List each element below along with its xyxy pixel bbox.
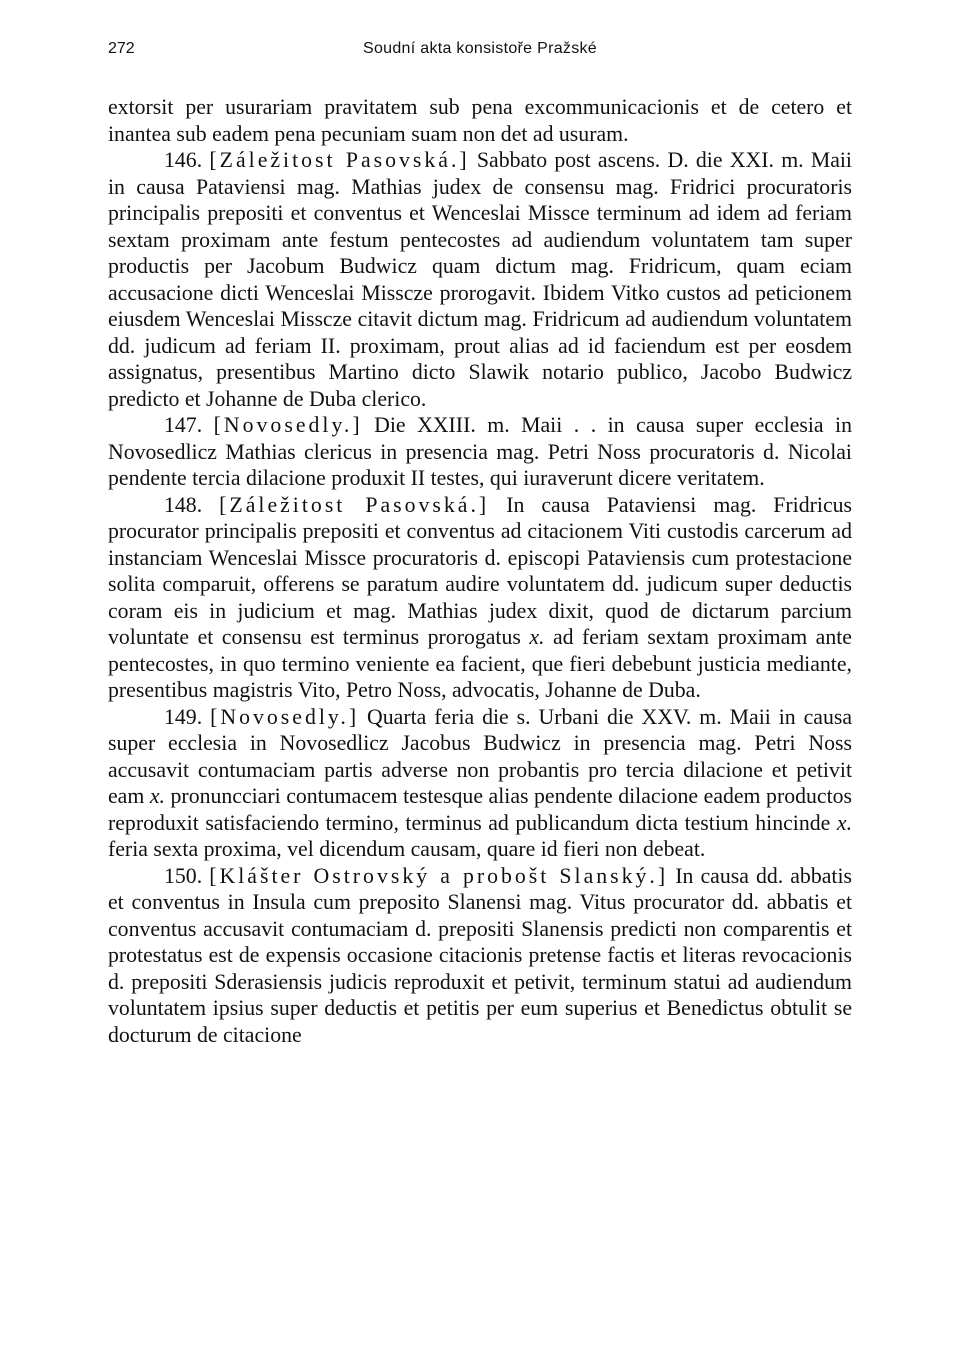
x-mark: x. (529, 625, 545, 649)
entry-number: 150. (164, 863, 203, 888)
entry-body: feria sexta proxima, vel dicendum causam, quare id fieri non debeat. (108, 837, 706, 861)
x-mark: x. (149, 784, 165, 808)
entry-topic: [Záležitost Pasovská.] (219, 492, 490, 517)
running-head (108, 40, 852, 64)
page-number: 272 (108, 40, 135, 57)
entry-number: 147. (164, 413, 203, 437)
running-title: Soudní akta konsistoře Pražské (362, 40, 597, 57)
entry-topic: [Novosedly.] (213, 413, 363, 437)
entry-body: pronuncciari contumacem testesque alias pendente dilacione eadem productos reproduxit satisfaciendo termino, terminus ad publicandum dicta testium hincinde (108, 784, 853, 835)
entry-body: Quarta feria die s. Urbani die XXV. m. Maii in causa super ecclesia in Novosedlicz Jacobus Budwicz in presencia mag. Petri Noss accusavit contumaciam partis adverse non probantis pro tercia dilacione et petivit eam (108, 704, 853, 808)
entry-body: ad feriam sextam proximam ante pentecostes, in quo termino veniente ea facient, que fieri debebunt justicia mediante, presentibus magistris Vito, Petro Noss, advocatis, Johanne de Duba. (108, 625, 852, 702)
entry-topic: [Novosedly.] (210, 704, 360, 729)
entry-topic: [Klášter Ostrovský a probošt Slanský.] (209, 863, 669, 888)
entry-146 (108, 147, 852, 412)
x-mark: x. (836, 810, 853, 835)
entry-150 (108, 863, 852, 1049)
entry-topic: [Záležitost Pasovská.] (209, 148, 470, 172)
entry-body: In causa Pataviensi mag. Fridricus procurator principalis prepositi et conventus ad citacionem Viti custodis carcerum ad instanciam Wenceslai Missce procuratoris d. episcopi Pataviensis cum protestacione solita comparuit, offerens se paratum audire voluntatem dd. judicum super deductis coram eis in judicium et mag. Mathias judex dixit, quod de dictarum parcium voluntate et consensu est terminus prorogatus (108, 492, 853, 649)
entry-148 (108, 492, 852, 704)
entry-body: Sabbato post ascens. D. die XXI. m. Maii in causa Pataviensi mag. Mathias judex de consensu mag. Fridrici procuratoris principalis prepositi et conventus et Wenceslai Missce terminum ad idem ad feriam sextam proximam ante festum pentecostes ad audiendum voluntatem tam super productis per Jacobum Budwicz quam dictum mag. Fridricum, quam eciam accusacione dicti Wenceslai Misscze prorogavit. Ibidem Vitko custos ad peticionem eiusdem Wenceslai Misscze citavit dictum mag. Fridricum ad audiendum voluntatem dd. judicum ad feriam II. proximam, prout alias ad id faciendum est per eosdem assignatus, presentibus Martino dicto Slawik notario publico, Jacobo Budwicz predicto et Johanne de Duba clerico. (108, 148, 852, 411)
entry-body: Die XXIII. m. Maii . . in causa super ecclesia in Novosedlicz Mathias clericus in presencia mag. Petri Noss procuratoris d. Nicolai pendente tercia dilacione produxit II testes, qui iuraverunt dicere veritatem. (108, 413, 853, 490)
entry-149 (108, 704, 852, 863)
entry-number: 148. (164, 492, 203, 517)
entry-147 (108, 412, 852, 492)
body-text (108, 94, 852, 1048)
continuation-paragraph: extorsit per usurariam pravitatem sub pena excommunicacionis et de cetero et inantea sub eadem pena pecuniam suam non det ad usuram. (108, 95, 852, 146)
entry-number: 146. (164, 148, 203, 172)
entry-body: In causa dd. abbatis et conventus in Insula cum preposito Slanensi mag. Vitus procurator dd. abbatis et conventus accusavit contumaciam d. prepositi Slanensis predicti non comparentis et protestatus est de expensis occasione citacionis pretense factis et literas revocacionis d. prepositi Sderasiensis judicis reproduxit et petivit, terminum statui ad audiendum voluntatem ipsius super deductis et petitis per eum superius et Benedictus obtulit se docturum de citacione (108, 863, 852, 1047)
entry-number: 149. (164, 704, 203, 729)
